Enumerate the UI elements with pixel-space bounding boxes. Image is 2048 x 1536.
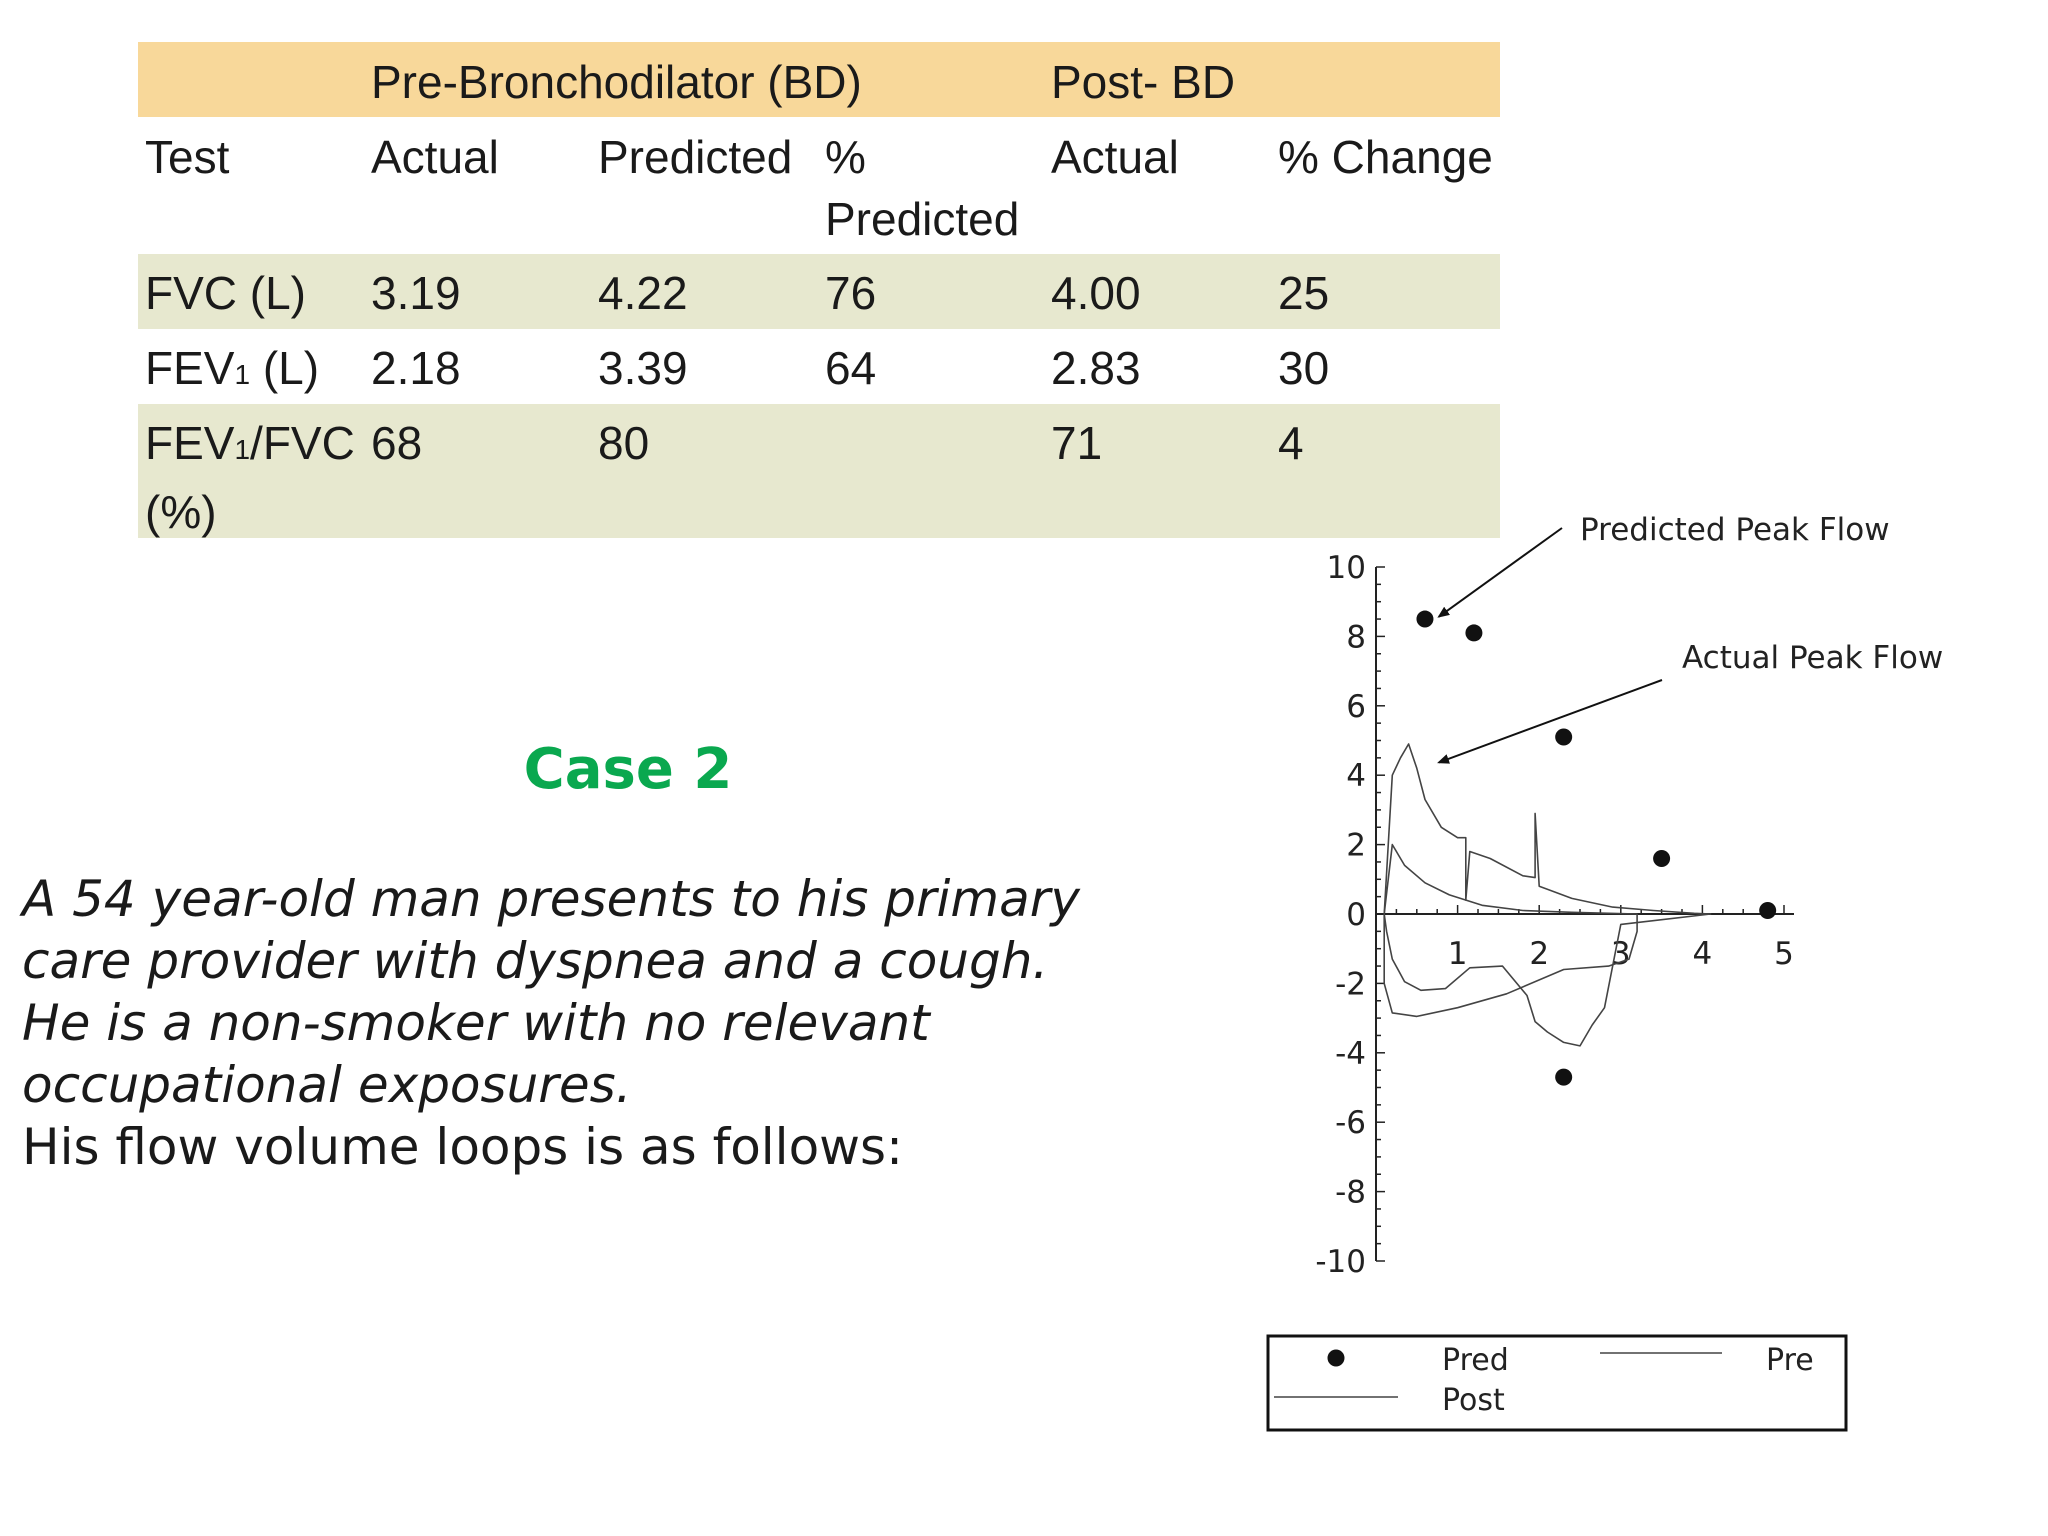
case-title: Case 2 (523, 737, 733, 802)
row-ratio-pre-actual: 68 (371, 417, 423, 469)
y-tick-label: -10 (1315, 1244, 1366, 1280)
y-tick-label: -2 (1335, 966, 1366, 1003)
row-fev1-test (145, 337, 319, 406)
row-fvc-test: FVC (L) (145, 267, 306, 319)
row-ratio-test (145, 412, 355, 543)
row-fvc-predicted: 4.22 (598, 267, 688, 319)
col-header-test: Test (145, 131, 230, 183)
row-fvc-pct-change: 25 (1278, 267, 1330, 319)
flow-volume-chart (1222, 510, 2002, 1520)
row-fvc-post-actual: 4.00 (1051, 267, 1141, 319)
col-header-pct-predicted-line2: Predicted (825, 193, 1020, 245)
legend-pred-marker (1328, 1350, 1345, 1367)
legend-pre-label: Pre (1766, 1343, 1814, 1378)
row-fev1-pre-actual: 2.18 (371, 342, 461, 394)
case-line-3: He is a non-smoker with no relevant (22, 994, 930, 1052)
row-ratio-test-line2: (%) (145, 486, 217, 538)
pred-point (1416, 611, 1433, 628)
row-fvc-pre-actual: 3.19 (371, 267, 461, 319)
y-tick-label: 4 (1346, 758, 1366, 795)
x-tick-label: 1 (1447, 936, 1468, 972)
chart-legend (1268, 1336, 1846, 1430)
x-tick-label: 5 (1774, 936, 1794, 972)
case-line-1: A 54 year-old man presents to his primary (22, 870, 1080, 928)
row-ratio-post-actual: 71 (1051, 417, 1103, 469)
row-ratio-test-main: FEV (145, 417, 235, 469)
pred-point (1555, 1069, 1572, 1086)
y-tick-label: -4 (1335, 1035, 1366, 1072)
row-ratio-test-rest: /FVC (250, 417, 355, 469)
legend-pred-label: Pred (1442, 1343, 1509, 1378)
col-header-predicted: Predicted (598, 131, 793, 183)
y-tick-label: 10 (1326, 550, 1366, 586)
legend-post-label: Post (1442, 1383, 1505, 1418)
row-fev1-test-rest: (L) (250, 342, 320, 394)
pred-point (1759, 902, 1776, 919)
actual-peak-flow-label: Actual Peak Flow (1682, 640, 1944, 676)
predicted-peak-flow-label: Predicted Peak Flow (1580, 512, 1890, 548)
row-ratio-predicted: 80 (598, 417, 650, 469)
row-fev1-test-main: FEV (145, 342, 235, 394)
row-ratio-pct-change: 4 (1278, 417, 1304, 469)
pred-point (1653, 850, 1670, 867)
pred-point (1465, 624, 1482, 641)
y-tick-label: -8 (1335, 1174, 1366, 1211)
y-tick-label: 0 (1346, 897, 1366, 933)
predicted-peak-flow-arrow (1439, 528, 1562, 617)
chart-annotations (1439, 512, 1943, 762)
y-tick-label: -6 (1335, 1105, 1366, 1142)
case-line-5: His flow volume loops is as follows: (22, 1118, 903, 1176)
col-header-pct-predicted-line1: % (825, 131, 866, 183)
col-header-pct-change: % Change (1278, 131, 1493, 183)
row-fev1-post-actual: 2.83 (1051, 342, 1141, 394)
group-header-post: Post- BD (1051, 56, 1236, 108)
case-line-4: occupational exposures. (22, 1056, 632, 1114)
x-tick-label: 2 (1529, 936, 1550, 972)
chart-series (1384, 611, 1776, 1086)
col-header-pre-actual: Actual (371, 131, 499, 183)
col-header-pct-predicted (825, 126, 1019, 250)
row-fev1-test-sub: 1 (234, 359, 251, 390)
group-header-pre: Pre-Bronchodilator (BD) (371, 56, 862, 108)
row-fev1-pct-change: 30 (1278, 342, 1330, 394)
x-tick-label: 4 (1692, 936, 1713, 972)
x-tick-label: 3 (1610, 936, 1631, 972)
case-line-2: care provider with dyspnea and a cough. (22, 932, 1049, 990)
actual-peak-flow-arrow (1439, 680, 1662, 762)
row-ratio-test-sub: 1 (234, 434, 251, 465)
row-fvc-pct-predicted: 76 (825, 267, 877, 319)
y-tick-label: 6 (1346, 688, 1366, 725)
row-fev1-predicted: 3.39 (598, 342, 688, 394)
y-tick-label: 8 (1346, 619, 1366, 656)
legend-box (1268, 1336, 1846, 1430)
pred-point (1555, 729, 1572, 746)
row-fev1-pct-predicted: 64 (825, 342, 877, 394)
col-header-post-actual: Actual (1051, 131, 1179, 183)
post-curve (1384, 744, 1710, 1046)
y-tick-label: 2 (1346, 827, 1366, 864)
case-description (22, 868, 1222, 1178)
